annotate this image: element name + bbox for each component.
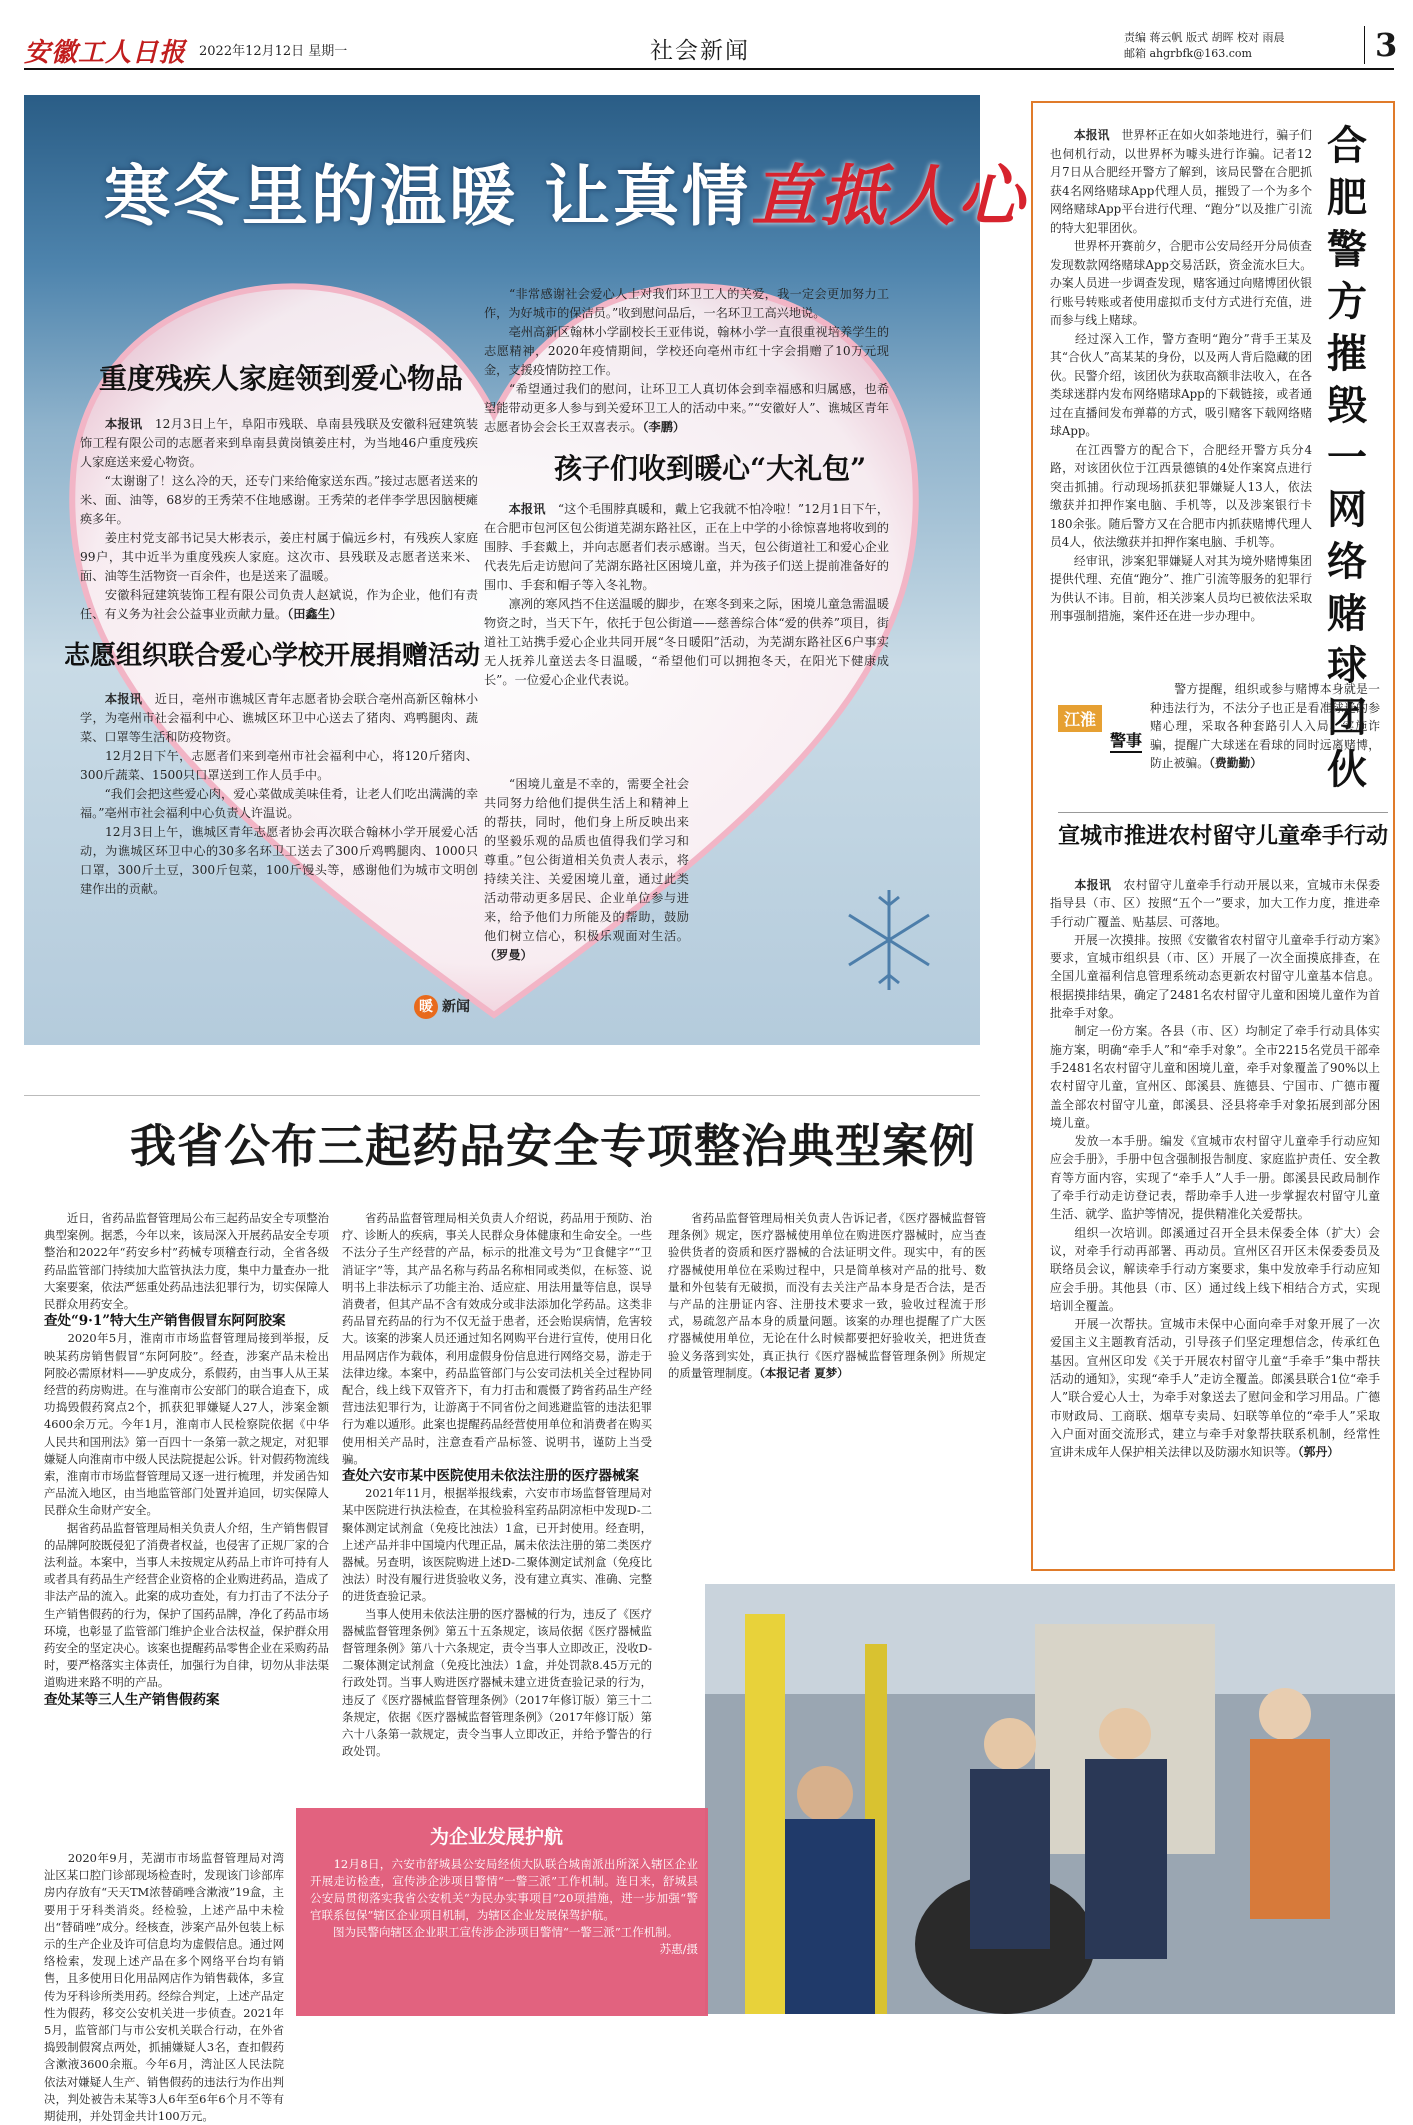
article4-para: 开展一次帮扶。宣城市未保中心面向牵手对象开展了一次爱国主义主题教育活动，引导孩子们坚定理想信念，传承红色基因。宣州区印发《关于开展农村留守儿童“手牵手”集中帮扶活动的通知》，实现“牵手人”走访全覆盖。郎溪县联合1位“牵手人”联合爱心人士，为牵手对象送去了慰问金和学习用品。广德市财政局、工商联、烟草专卖局、妇联等单位的“牵手人”采取入户面对面交流形式，建立与牵手对象帮扶联系机制，经常性宣讲未成年人保护相关法律以及防溺水知识等。 (1050, 1317, 1380, 1460)
column-tag-jianghuai: 江淮 (1058, 705, 1102, 732)
main-story-subhead: 查处六安市某中医院使用未依法注册的医疗器械案 (342, 1468, 639, 1485)
main-story-column-2 (342, 1210, 652, 1805)
article2-lead: 本报讯 (104, 692, 143, 706)
article4-para: 组织一次培训。郎溪通过召开全县未保委全体（扩大）会议，对牵手行动再部署、再动员。宣州区召开区未保委委员及联络员会议，解读牵手行动方案要求，集中发放牵手行动应知应会手册。其他县（市、区）通过线上线下相结合方式，实现培训全覆盖。 (1050, 1225, 1380, 1313)
hero-headline-accent: 直抵人心 (750, 157, 1027, 235)
article2-para: 12月3日上午，谯城区青年志愿者协会再次联合翰林小学开展爱心活动，为谯城区环卫中心的30多名环卫工送去了300斤鸡鸭腿肉、1000只口罩，300斤土豆，300斤包菜，100斤馒头等，感谢他们为城市文明创建作出的贡献。 (80, 825, 479, 896)
right-feature-para: 世界杯开赛前夕，合肥市公安局经开分局侦查发现数款网络赌球App交易活跃，资金流水巨大。办案人员进一步调查发现，赌客通过向赌博团伙银行账号转账或者使用虚拟币支付方式进行充值，进而参与线上赌球。 (1050, 239, 1312, 327)
article4-para: 农村留守儿童牵手行动开展以来，宣城市未保委指导县（市、区）按照“五个一”要求，加大工作力度，推进牵手行动广覆盖、贴基层、可落地。 (1050, 878, 1380, 929)
article1-para: “太谢谢了！这么冷的天，还专门来给俺家送东西。”接过志愿者送来的米、面、油等，68岁的王秀荣不住地感谢。王秀荣的老伴李学思因脑梗瘫痪多年。 (80, 474, 478, 526)
right-feature-lead: 本报讯 (1073, 128, 1110, 142)
main-story-para: 2021年11月，根据举报线索，六安市市场监督管理局对某中医院进行执法检查，在其检验科室药品阴凉柜中发现D-二聚体测定试剂盒（免疫比浊法）1盒，已开封使用。经查明，上述产品并非中国境内代理正品，属未依法注册的第二类医疗器械。另查明，该医院购进上述D-二聚体测定试剂盒（免疫比浊法）时没有履行进货验收义务，没有建立真实、准确、完整的进货查验记录。 (342, 1486, 652, 1604)
photo-credit: 苏惠/摄 (659, 1942, 698, 1956)
article2-body (80, 690, 478, 899)
article1-para: 安徽科冠建筑装饰工程有限公司负责人赵斌说，作为企业，他们有责任、有义务为社会公益事业贡献力量。 (80, 588, 479, 621)
article4-author: （郭丹） (1297, 1445, 1340, 1460)
main-story-para: 据省药品监督管理局相关负责人介绍，生产销售假冒的品牌阿胶既侵犯了消费者权益，也侵害了正规厂家的合法利益。本案中，当事人未按规定从药品上市许可持有人或者具有药品生产经营企业资格的企业购进药品，造成了非法产品的流入。此案的成功查处，有力打击了不法分子生产销售假药的行为，保护了国药品牌，净化了药品市场环境，也彰显了监管部门维护企业合法权益，保护群众用药安全的坚定决心。该案也提醒药品零售企业在采购药品时，要严格落实主体责任，加强行为自律，切勿从非法渠道购进来路不明的产品。 (44, 1520, 329, 1690)
article1-para: 12月3日上午，阜阳市残联、阜南县残联及安徽科冠建筑装饰工程有限公司的志愿者来到阜南县黄岗镇姜庄村，为当地46户重度残疾人家庭送来爱心物资。 (80, 417, 479, 469)
divider (24, 1095, 980, 1096)
right-feature-author: （费勤勤） (1209, 756, 1263, 770)
article3-para: 凛冽的寒风挡不住送温暖的脚步，在寒冬到来之际，困境儿童急需温暖物资之时，当天下午，依托于包公街道——慈善综合体“爱的供养”项目，街道社工站携手爱心企业共同开展“冬日暖阳”活动，为芜湖东路社区6户事实无人抚养儿童送去冬日温暖，“希望他们可以拥抱冬天，在阳光下健康成长”。一位爱心企业代表说。 (484, 597, 890, 687)
main-story-headline: 我省公布三起药品安全专项整治典型案例 (130, 1119, 976, 1173)
main-story-intro: 近日，省药品监督管理局公布三起药品安全专项整治典型案例。据悉，今年以来，该局深入开展药品安全专项整治和2022年“药安乡村”药械专项稽查行动，全省各级药品监管部门持续加大监管执法力度，集中力量查办一批大案要案，依法严惩重处药品违法犯罪行为，切实保障人民群众用药安全。 (44, 1211, 329, 1312)
main-story-para: 省药品监督管理局相关负责人告诉记者，《医疗器械监督管理条例》规定，医疗器械使用单位在购进医疗器械时，应当查验供货者的资质和医疗器械的合法证明文件。现实中，有的医疗器械使用单位在采购过程中，只是简单核对产品的批号、数量和外包装有无破损，而没有去关注产品本身是否合法，是否与产品的注册证内容、注册技术要求一致，验收过程流于形式，易疏忽产品本身的质量问题。该案的办理也提醒了广大医疗器械使用单位，无论在什么时候都要把好验收关，把进货查验义务落到实处，真正执行《医疗器械监督管理条例》所规定的质量管理制度。 (668, 1211, 986, 1380)
right-feature-para: 经过深入工作，警方查明“跑分”背手王某及其“合伙人”高某某的身份，以及两人背后隐藏的团伙。民警介绍，该团伙为获取高额非法收入，在各类球迷群内发布网络赌球App的下载链接，或者通过在直播间发布弹幕的方式，吸引赌客下载网络赌球App。 (1050, 331, 1312, 438)
article1-lead: 本报讯 (104, 417, 143, 431)
main-story-para: 当事人使用未依法注册的医疗器械的行为，违反了《医疗器械监督管理条例》第五十五条规定，该局依据《医疗器械监督管理条例》第八十六条规定，责令当事人立即改正，没收D-二聚体测定试剂盒（免疫比浊法）1盒，并处罚款8.45万元的行政处罚。当事人购进医疗器械未建立进货查验记录的行为，违反了《医疗器械监督管理条例》（2017年修订版）第三十二条规定，依据《医疗器械监督管理条例》（2017年修订版）第六十八条第一款规定，责令当事人立即改正，并给予警告的行政处罚。 (342, 1606, 652, 1759)
main-story-para: 2020年9月，芜湖市市场监督管理局对湾沚区某口腔门诊部现场检查时，发现该门诊部库房内存放有“天天TM浓替硝唑含漱液”19盒，主要用于牙科类消炎。经检验，上述产品中未检出“替硝唑”成分。经核查，涉案产品外包装上标示的生产企业及许可信息均为虚假信息。通过网络检索，发现上述产品在多个网络平台均有销售，且多使用日化用品网店作为销售载体，多宣传为牙科诊所类用药。经综合判定，上述产品定性为假药，移交公安机关进一步侦查。2021年5月，监管部门与市公安机关联合行动，在外省捣毁制假窝点两处，抓捕嫌疑人3名，查扣假药含漱液3600余瓶。今年6月，湾沚区人民法院依法对嫌疑人生产、销售假药的违法行为作出判决，判处被告未某等3人6年至6年6个月不等有期徒刑，并处罚金共计100万元。 (44, 1851, 284, 2124)
article2-author: （李鹏） (642, 420, 686, 434)
page-number: 3 (1364, 26, 1397, 64)
article3-headline: 孩子们收到暖心“大礼包” (554, 452, 867, 485)
issue-date: 2022年12月12日 星期一 (199, 44, 348, 59)
main-story-column-1 (44, 1210, 329, 1709)
main-story-subhead: 查处“9·1”特大生产销售假冒东阿阿胶案 (44, 1313, 286, 1330)
article2-para: 近日，亳州市谯城区青年志愿者协会联合亳州高新区翰林小学，为亳州市社会福利中心、谯城区环卫中心送去了猪肉、鸡鸭腿肉、蔬菜、口罩等生活和防疫物资。 (80, 692, 479, 744)
masthead (24, 26, 1398, 70)
credits-line-email: 邮箱 ahgrbfk@163.com (1124, 47, 1252, 60)
police-visit-photo-icon (705, 1584, 1395, 2014)
newspaper-logo: 安徽工人日报 (24, 38, 187, 68)
photo-caption-text: 12月8日，六安市舒城县公安局经侦大队联合城南派出所深入辖区企业开展走访检查，宣传涉企涉项目警情“一警三派”工作机制。连日来，舒城县公安局贯彻落实我省公安机关“为民办实事项目”20项措施，进一步加强“警官联系包保”辖区企业项目机制，为辖区企业发展保驾护航。 (310, 1857, 699, 1922)
article3-body-continued (484, 775, 689, 965)
article2-para: “我们会把这些爱心肉，爱心菜做成美味佳肴，让老人们吃出满满的幸福。”亳州市社会福利中心负责人许温说。 (80, 787, 479, 820)
article4-headline: 宣城市推进农村留守儿童牵手行动 (1058, 812, 1388, 850)
article4-lead: 本报讯 (1074, 878, 1112, 892)
article2-headline: 志愿组织联合爱心学校开展捐赠活动 (64, 641, 481, 671)
column-tag-jingshi: 警事 (1110, 728, 1142, 753)
section-title: 社会新闻 (650, 38, 750, 64)
article3-para: “困境儿童是不幸的，需要全社会共同努力给他们提供生活上和精神上的帮扶，同时，他们身上所反映出来的坚毅乐观的品质也值得我们学习和尊重。”包公街道相关负责人表示，将持续关注、关爱困境儿童，通过此类活动带动更多居民、企业单位参与进来，给予他们力所能及的帮助，鼓励他们树立信心，积极乐观面对生活。 (484, 777, 690, 943)
article2-para: 亳州高新区翰林小学副校长王亚伟说，翰林小学一直很重视培养学生的志愿精神，2020年疫情期间，学校还向亳州市红十字会捐赠了10万元现金，支援疫情防控工作。 (484, 325, 890, 377)
hero-headline (104, 143, 1027, 238)
hero-headline-main: 寒冬里的温暖 让真情 (104, 157, 751, 235)
right-feature-para: 经审讯，涉案犯罪嫌疑人对其为境外赌博集团提供代理、充值“跑分”、推广引流等服务的犯罪行为供认不讳。目前，相关涉案人员均已被依法采取刑事强制措施，案件还在进一步办理中。 (1050, 553, 1312, 623)
article1-body (80, 415, 478, 624)
credits-line-editors: 责编 蒋云帆 版式 胡晖 校对 雨晨 (1124, 31, 1285, 44)
editor-credits (1124, 30, 1284, 62)
article4-para: 制定一份方案。各县（市、区）均制定了牵手行动具体实施方案，明确“牵手人”和“牵手对象”。全市2215名党员干部牵手2481名农村留守儿童和困境儿童，牵手对象覆盖了90%以上农村留守儿童，宣州区、郎溪县、旌德县、宁国市、广德市覆盖全部农村留守儿童，郎溪县、泾县将牵手对象拓展到部分困境儿童。 (1050, 1024, 1380, 1130)
article1-para: 姜庄村党支部书记吴大彬表示，姜庄村属于偏远乡村，有残疾人家庭99户，其中近半为重度残疾人家庭。这次市、县残联及志愿者送来米、面、油等生活物资一百余件，也是送来了温暖。 (80, 531, 479, 583)
news-badge-char: 暖 (414, 995, 438, 1019)
article4-para: 发放一本手册。编发《宣城市农村留守儿童牵手行动应知应会手册》，手册中包含强制报告制度、家庭监护责任、安全教育等方面内容，实现了“牵手人”人手一册。郎溪县民政局制作了牵手行动走访登记表，帮助牵手人进一步掌握农村留守儿童生活、就学、监护等情况，提供精准化关爱帮扶。 (1050, 1134, 1380, 1222)
article1-headline: 重度残疾人家庭领到爱心物品 (99, 362, 464, 395)
photo-caption-title: 为企业发展护航 (430, 1826, 564, 1848)
photo-caption-body (310, 1856, 698, 1958)
article2-body-continued (484, 285, 889, 437)
main-story-para: 省药品监督管理局相关负责人介绍说，药品用于预防、治疗、诊断人的疾病，事关人民群众身体健康和生命安全。一些不法分子生产经营的产品，标示的批准文号为“卫食健字”“卫消证字”等，其产品名称与药品名称相同或类似，在标签、说明书上非法标示了功能主治、适应症、用法用量等信息，误导消费者，但其产品不含有效成分或非法添加化学药品。这类非药品冒充药品的行为不仅无益于患者，还会贻误病情，危害较大。该案的涉案人员还通过知名网购平台进行宣传，使用日化用品网店作为载体，利用虚假身份信息进行网络交易，游走于法律边缘。本案中，药品监管部门与公安司法机关全过程协同配合，线上线下双管齐下，有力打击和震慑了跨省药品生产经营违法犯罪行为，让游离于不同省份之间逃避监管的违法犯罪行为难以遁形。此案也提醒药品经营使用单位和消费者在购买使用相关产品时，注意查看产品标签、说明书，谨防上当受骗。 (342, 1211, 652, 1466)
article3-body (484, 500, 889, 690)
news-badge (414, 995, 470, 1019)
main-story-subhead: 查处某等三人生产销售假药案 (44, 1691, 220, 1708)
article4-para: 开展一次摸排。按照《安徽省农村留守儿童牵手行动方案》要求，宣城市组织县（市、区）开展了一次全面摸底排查，在全国儿童福利信息管理系统动态更新农村留守儿童基本信息。根据摸排结果，确定了2481名农村留守儿童和困境儿童作为首批牵手对象。 (1050, 932, 1380, 1021)
article2-para: “非常感谢社会爱心人士对我们环卫工人的关爱，我一定会更加努力工作，为好城市的保洁员。”收到慰问品后，一名环卫工高兴地说。 (484, 287, 890, 320)
main-story-para: 2020年5月，淮南市市场监督管理局接到举报，反映某药房销售假冒“东阿阿胶”。经查，涉案产品未检出阿胶必需原材料——驴皮成分，系假药，由当事人从王某经营的药房购进。在与淮南市公安部门的联合追查下，成功捣毁假药窝点2个，抓获犯罪嫌疑人27人，涉案金额4600余万元。今年1月，淮南市人民检察院依据《中华人民共和国刑法》第一百四十一条第一款之规定，对犯罪嫌疑人向淮南市中级人民法院提起公诉。针对假药物流线索，淮南市市场监督管理局又逐一进行梳理，并发函告知产品流入地区，由当地监管部门处置并追回，切实保障人民群众生命财产安全。 (44, 1331, 329, 1518)
article3-para: “这个毛围脖真暖和，戴上它我就不怕冷啦！”12月1日下午，在合肥市包河区包公街道芜湖东路社区，正在上中学的小徐惊喜地将收到的围脖、手套戴上，并向志愿者们表示感谢。当天，包公街道社工和爱心企业代表先后走访慰问了芜湖东路社区困境儿童，并为孩子们送上提前准备好的围巾、手套和帽子等入冬礼物。 (484, 502, 890, 592)
news-badge-text: 新闻 (442, 999, 470, 1015)
right-feature-headline: 合肥警方摧毁一网络赌球团伙 (1327, 122, 1367, 793)
main-story-column-3 (668, 1210, 986, 1580)
article3-lead: 本报讯 (508, 502, 546, 516)
article3-author: （罗曼） (484, 948, 533, 962)
right-feature-body-end (1150, 680, 1380, 773)
right-feature-para: 在江西警方的配合下，合肥经开警方兵分4路，对该团伙位于江西景德镇的4处作案窝点进行突击抓捕。行动现场抓获犯罪嫌疑人13人，依法缴获并扣押作案电脑、手机等，以及涉案银行卡180余张。随后警方又在合肥市内抓获赌博代理人员4人，依法缴获并扣押作案电脑、手机等。 (1050, 442, 1312, 549)
article1-author: （田鑫生） (287, 607, 343, 621)
right-feature-para: 世界杯正在如火如荼地进行，骗子们也伺机行动，以世界杯为噱头进行诈骗。记者12月7日从合肥经开警方了解到，该局民警在合肥抓获4名网络赌球App代理人员，摧毁了一个为多个网络赌球App平台进行代理、“跑分”以及推广引流的特大犯罪团伙。 (1050, 128, 1312, 235)
article2-para: 12月2日下午，志愿者们来到亳州市社会福利中心，将120斤猪肉、300斤蔬菜、1500只口罩送到工作人员手中。 (80, 749, 478, 782)
right-feature-body (1050, 126, 1312, 626)
article4-body (1050, 876, 1380, 1462)
snowflake-icon (844, 885, 934, 995)
hero-feature-panel (24, 95, 1027, 1045)
news-photo (705, 1584, 1395, 2014)
main-story-author: （本报记者 夏梦） (759, 1365, 849, 1380)
right-feature-para: 警方提醒，组织或参与赌博本身就是一种违法行为，不法分子也正是看准球迷的参赌心理，采取各种套路引人入局、实施诈骗，提醒广大球迷在看球的同时远离赌博，防止被骗。 (1150, 682, 1380, 770)
photo-caption-text: 图为民警向辖区企业职工宣传涉企涉项目警情“一警三派”工作机制。 (333, 1925, 679, 1939)
article2-para: “希望通过我们的慰问，让环卫工人真切体会到幸福感和归属感，也希望能带动更多人参与到关爱环卫工人的活动中来。”“安徽好人”、谯城区青年志愿者协会会长王双喜表示。 (484, 382, 890, 434)
main-story-column-1-end (44, 1850, 284, 2124)
